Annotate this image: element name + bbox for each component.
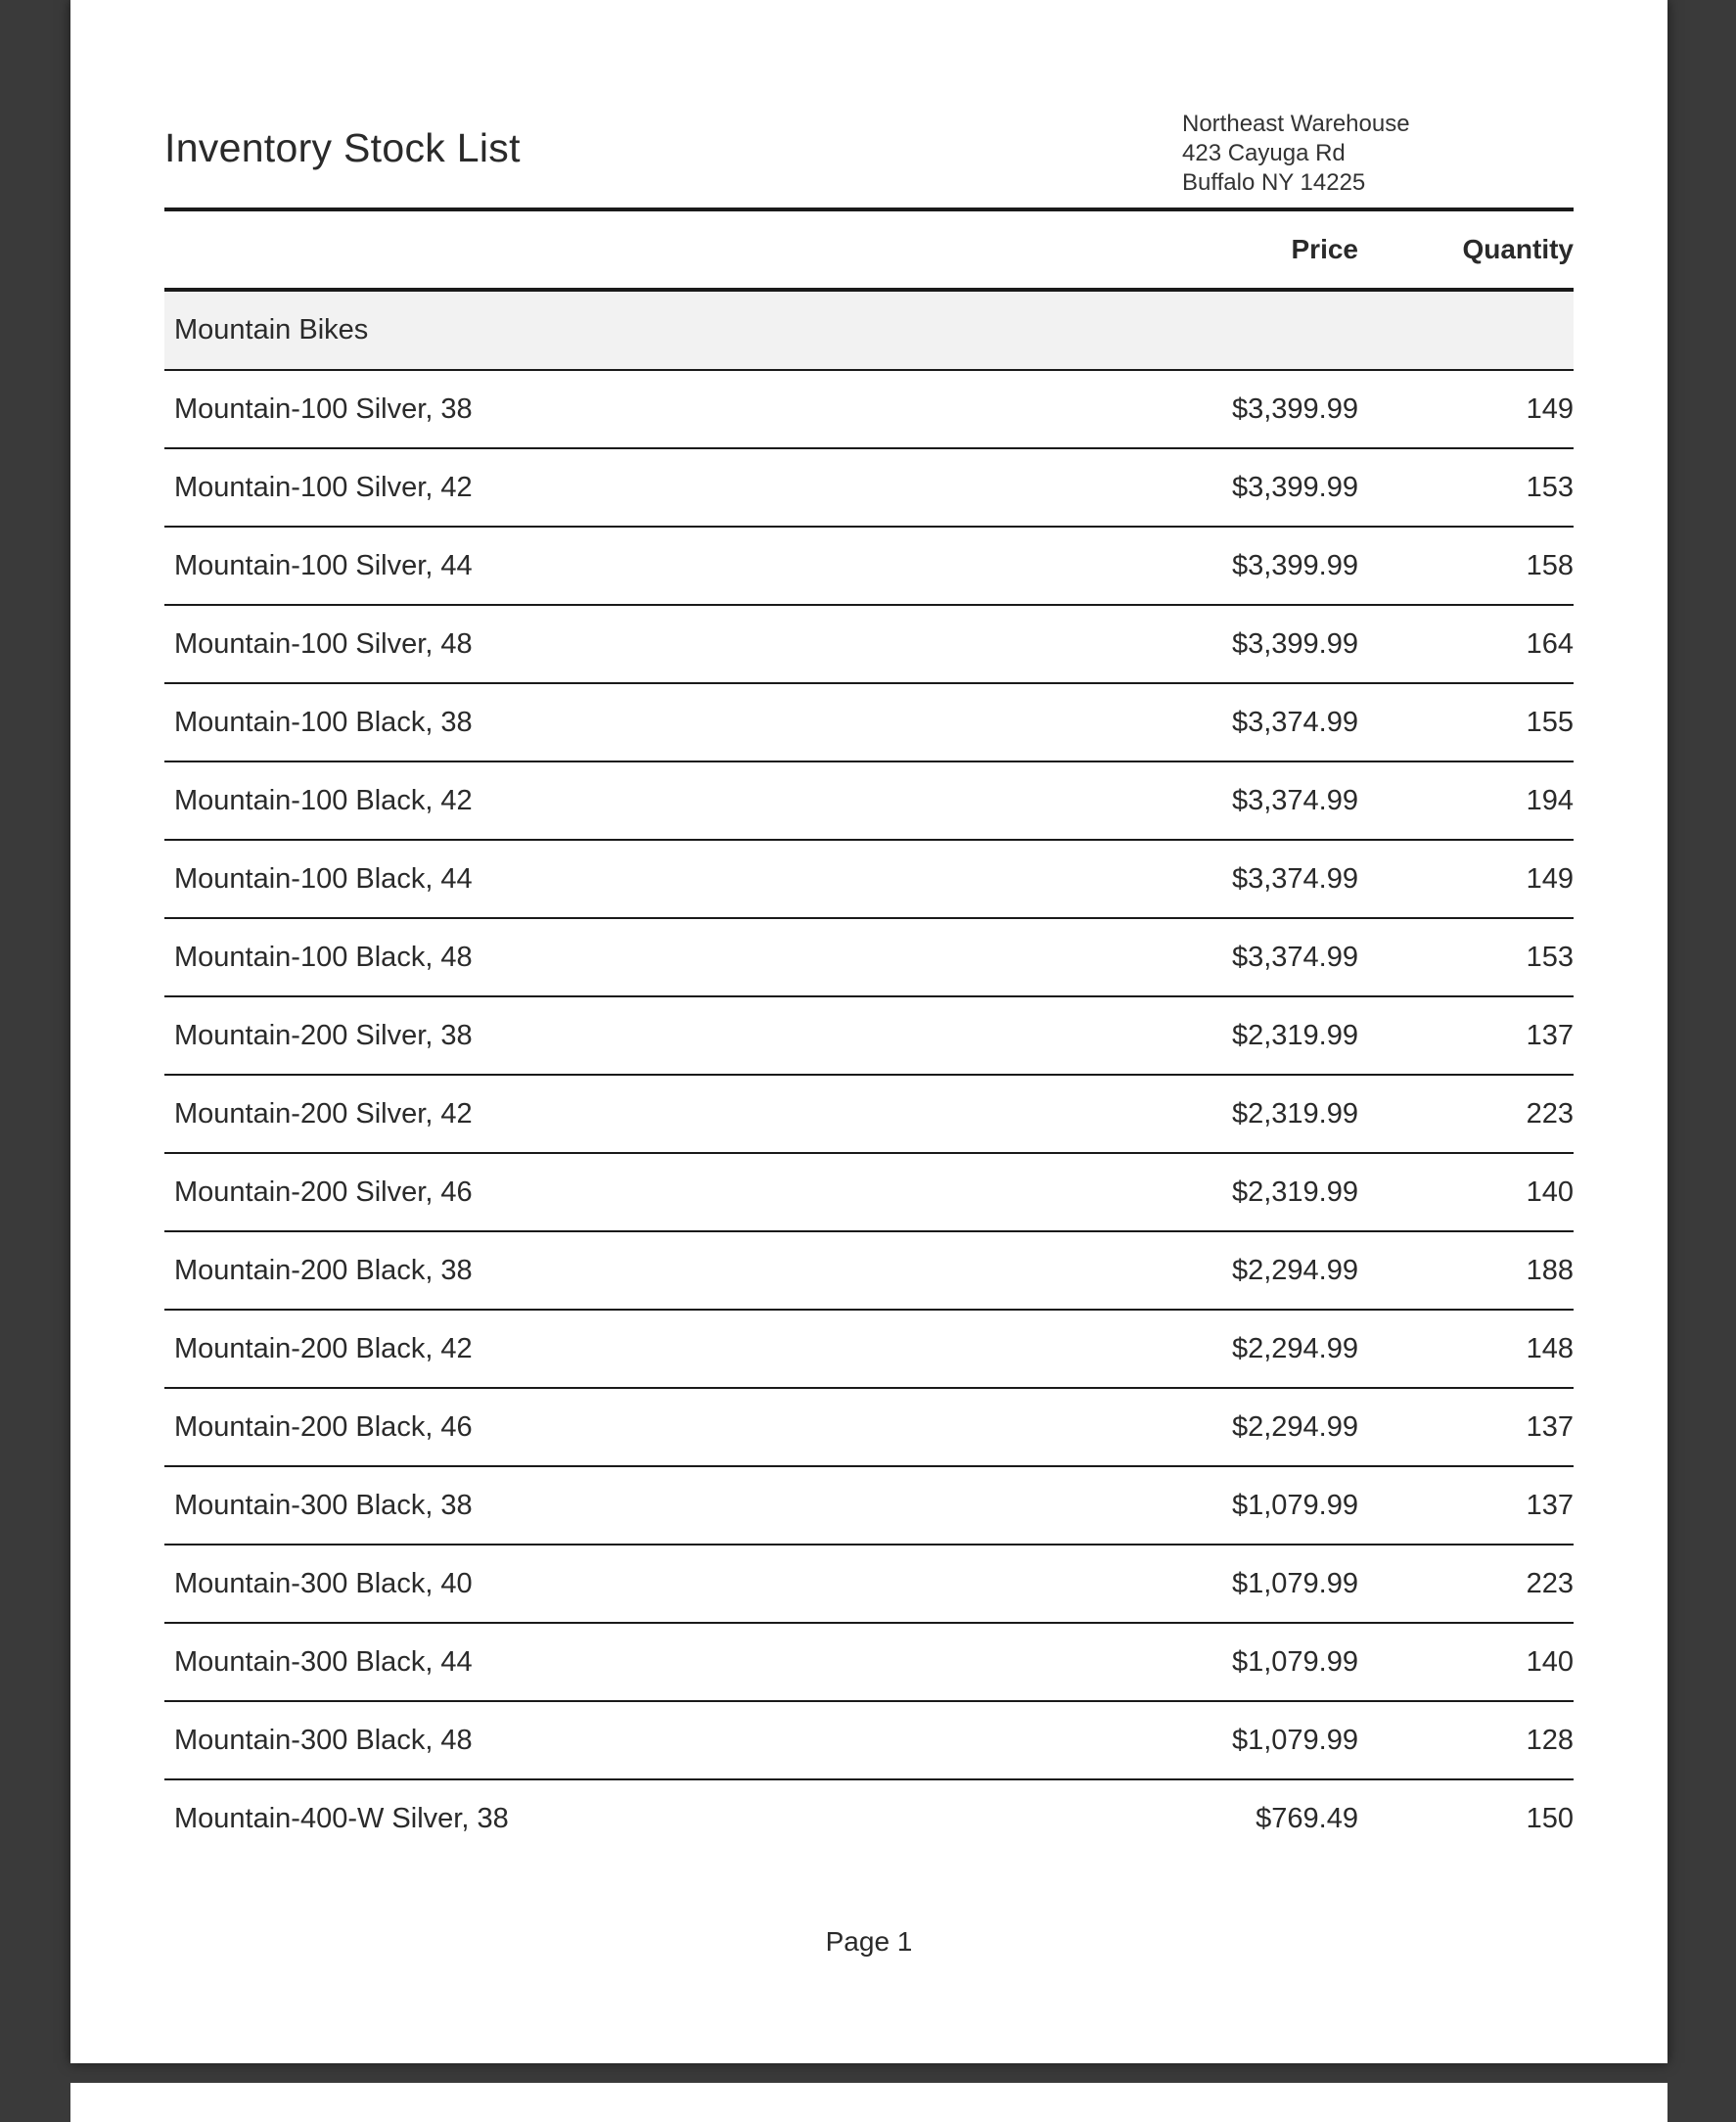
table-row: [164, 1779, 1574, 1858]
address-line: 423 Cayuga Rd: [1182, 140, 1346, 166]
table-row: [164, 370, 1574, 448]
item-name: Mountain-300 Black, 38: [164, 1466, 1143, 1545]
page-content: [164, 0, 1574, 1858]
table-row: [164, 683, 1574, 761]
item-quantity: 188: [1358, 1231, 1574, 1310]
item-price: $1,079.99: [1143, 1545, 1358, 1623]
item-name: Mountain-400-W Silver, 38: [174, 1803, 509, 1834]
item-name: Mountain-300 Black, 40: [164, 1545, 1143, 1623]
item-quantity: 223: [1358, 1075, 1574, 1153]
item-quantity: 137: [1358, 996, 1574, 1075]
item-name: Mountain-200 Silver, 46: [164, 1153, 1143, 1231]
item-price: $769.49: [1256, 1803, 1358, 1834]
table-row: [164, 996, 1574, 1075]
table-header: [164, 211, 1574, 290]
item-quantity: 140: [1358, 1623, 1574, 1701]
next-page-edge: [70, 2083, 1667, 2122]
item-quantity: 153: [1358, 918, 1574, 996]
table-row: [164, 1623, 1574, 1701]
item-price: $1,079.99: [1143, 1466, 1358, 1545]
item-name: Mountain-100 Silver, 48: [164, 605, 1143, 683]
table-row: [164, 448, 1574, 527]
item-name: Mountain-200 Silver, 38: [164, 996, 1143, 1075]
table-row: [164, 840, 1574, 918]
item-quantity: 137: [1358, 1388, 1574, 1466]
group-label: Mountain Bikes: [164, 290, 1574, 370]
item-quantity: 155: [1358, 683, 1574, 761]
item-price: $2,294.99: [1143, 1388, 1358, 1466]
item-price: $3,399.99: [1143, 370, 1358, 448]
item-name: Mountain-100 Black, 48: [164, 918, 1143, 996]
table-row: [164, 1231, 1574, 1310]
item-quantity: 140: [1358, 1153, 1574, 1231]
table-row: [164, 527, 1574, 605]
item-name: Mountain-100 Silver, 44: [164, 527, 1143, 605]
group-row: [164, 290, 1574, 370]
item-quantity: 148: [1358, 1310, 1574, 1388]
item-price: $2,294.99: [1143, 1231, 1358, 1310]
item-quantity: 223: [1358, 1545, 1574, 1623]
item-quantity: 137: [1358, 1466, 1574, 1545]
item-price: $1,079.99: [1143, 1623, 1358, 1701]
item-quantity: 158: [1358, 527, 1574, 605]
item-price: $2,319.99: [1143, 996, 1358, 1075]
item-price: $3,399.99: [1143, 605, 1358, 683]
item-quantity: 150: [1526, 1803, 1574, 1834]
document-page: [70, 0, 1667, 2063]
table-row: [164, 1153, 1574, 1231]
item-price: $3,374.99: [1143, 761, 1358, 840]
item-price: $3,374.99: [1143, 683, 1358, 761]
warehouse-address: [1182, 110, 1410, 198]
item-name: Mountain-100 Silver, 38: [164, 370, 1143, 448]
inventory-table: [164, 211, 1574, 1858]
item-name: Mountain-200 Black, 38: [164, 1231, 1143, 1310]
item-name: Mountain-100 Black, 42: [164, 761, 1143, 840]
table-row: [164, 761, 1574, 840]
item-name: Mountain-200 Silver, 42: [164, 1075, 1143, 1153]
item-price: $2,294.99: [1143, 1310, 1358, 1388]
item-price: $3,399.99: [1143, 527, 1358, 605]
item-name: Mountain-100 Silver, 42: [164, 448, 1143, 527]
column-header-price: Price: [1143, 211, 1358, 290]
item-quantity: 149: [1358, 840, 1574, 918]
item-quantity: 153: [1358, 448, 1574, 527]
item-quantity: 194: [1358, 761, 1574, 840]
item-price: $3,374.99: [1143, 840, 1358, 918]
report-header: [164, 0, 1574, 211]
item-name: Mountain-100 Black, 38: [164, 683, 1143, 761]
page-title: Inventory Stock List: [164, 125, 521, 170]
item-quantity: 128: [1358, 1701, 1574, 1779]
table-row: [164, 1466, 1574, 1545]
item-price: $3,374.99: [1143, 918, 1358, 996]
item-price: $1,079.99: [1143, 1701, 1358, 1779]
table-row: [164, 918, 1574, 996]
item-quantity: 149: [1358, 370, 1574, 448]
table-row: [164, 1075, 1574, 1153]
address-line: Buffalo NY 14225: [1182, 169, 1366, 196]
item-price: $2,319.99: [1143, 1075, 1358, 1153]
item-quantity: 164: [1358, 605, 1574, 683]
column-header-name: [164, 211, 1143, 290]
item-rows: [164, 370, 1574, 1858]
item-name: Mountain-200 Black, 42: [164, 1310, 1143, 1388]
table-row: [164, 1545, 1574, 1623]
item-price: $2,319.99: [1143, 1153, 1358, 1231]
table-row: [164, 1701, 1574, 1779]
item-name: Mountain-100 Black, 44: [164, 840, 1143, 918]
table-row: [164, 1310, 1574, 1388]
table-row: [164, 605, 1574, 683]
address-line: Northeast Warehouse: [1182, 111, 1410, 137]
column-header-quantity: Quantity: [1358, 211, 1574, 290]
page-number: Page 1: [825, 1926, 913, 1957]
table-row: [164, 1388, 1574, 1466]
item-name: Mountain-300 Black, 48: [164, 1701, 1143, 1779]
item-name: Mountain-300 Black, 44: [164, 1623, 1143, 1701]
item-name: Mountain-200 Black, 46: [164, 1388, 1143, 1466]
item-price: $3,399.99: [1143, 448, 1358, 527]
